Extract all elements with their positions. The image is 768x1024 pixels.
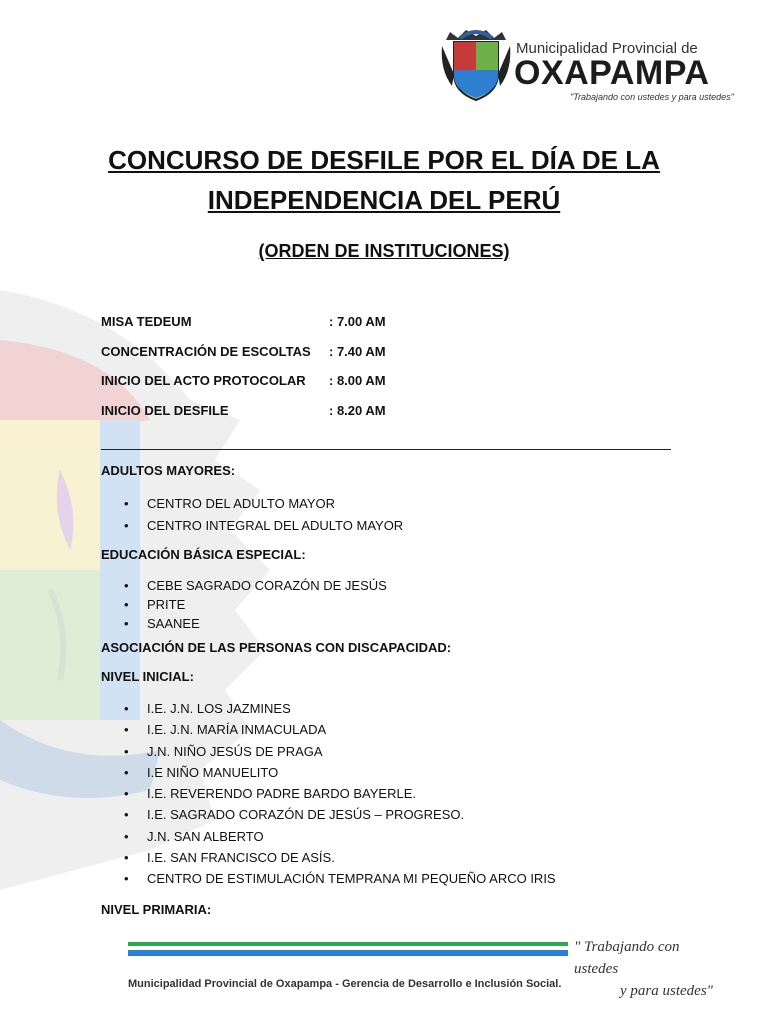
- list-item: • J.N. SAN ALBERTO: [124, 826, 556, 847]
- footer-color-bars: [128, 942, 568, 956]
- footer-slogan: [574, 936, 714, 1002]
- schedule-label: CONCENTRACIÓN DE ESCOLTAS: [101, 343, 311, 359]
- footer-slogan-line-2: y para ustedes": [620, 983, 713, 999]
- title-line-1: CONCURSO DE DESFILE POR EL DÍA DE LA: [108, 145, 660, 175]
- municipal-shield-icon: [440, 26, 512, 106]
- list-item: • I.E NIÑO MANUELITO: [124, 762, 556, 783]
- logo-subtitle: Municipalidad Provincial de: [516, 40, 698, 57]
- document-subtitle: (ORDEN DE INSTITUCIONES): [258, 241, 510, 261]
- schedule-time: : 7.40 AM: [329, 343, 386, 359]
- footer-text: Municipalidad Provincial de Oxapampa - Gerencia de Desarrollo e Inclusión Social.: [128, 978, 562, 990]
- schedule-label: MISA TEDEUM: [101, 314, 192, 329]
- list-item: • CENTRO INTEGRAL DEL ADULTO MAYOR: [124, 515, 403, 537]
- municipality-logo: [440, 26, 734, 106]
- list-item: • J.N. NIÑO JESÚS DE PRAGA: [124, 741, 556, 762]
- schedule-time: : 7.00 AM: [329, 314, 386, 329]
- list-especial: [124, 576, 387, 633]
- list-item: • CENTRO DEL ADULTO MAYOR: [124, 493, 403, 515]
- list-item: • SAANEE: [124, 614, 387, 633]
- schedule-label: INICIO DEL ACTO PROTOCOLAR: [101, 373, 306, 388]
- list-item: • CENTRO DE ESTIMULACIÓN TEMPRANA MI PEQUEÑO ARCO IRIS: [124, 868, 556, 889]
- list-item: • PRITE: [124, 595, 387, 614]
- footer-slogan-line-1: " Trabajando con ustedes: [574, 939, 680, 977]
- list-adultos: [124, 493, 403, 537]
- schedule-time: : 8.00 AM: [329, 373, 386, 388]
- list-inicial: [124, 698, 556, 890]
- section-heading-primaria: NIVEL PRIMARIA:: [101, 902, 212, 917]
- footer-blue-bar: [128, 950, 568, 956]
- list-item: • I.E. J.N. MARÍA INMACULADA: [124, 719, 556, 740]
- separator-line: [101, 449, 671, 450]
- schedule-time: : 8.20 AM: [329, 402, 386, 418]
- section-heading-adultos: ADULTOS MAYORES:: [101, 463, 236, 478]
- list-item: • I.E. SAGRADO CORAZÓN DE JESÚS – PROGRESO.: [124, 804, 556, 825]
- list-item: • I.E. REVERENDO PADRE BARDO BAYERLE.: [124, 783, 556, 804]
- logo-wordmark: OXAPAMPA: [514, 54, 710, 92]
- list-item: • CEBE SAGRADO CORAZÓN DE JESÚS: [124, 576, 387, 595]
- document-title: [70, 140, 698, 220]
- logo-slogan: "Trabajando con ustedes y para ustedes": [570, 92, 734, 102]
- section-heading-discapacidad: ASOCIACIÓN DE LAS PERSONAS CON DISCAPACIDAD:: [101, 640, 452, 655]
- list-item: • I.E. J.N. LOS JAZMINES: [124, 698, 556, 719]
- title-line-2: INDEPENDENCIA DEL PERÚ: [207, 185, 561, 215]
- section-heading-inicial: NIVEL INICIAL:: [101, 669, 194, 684]
- schedule-label: INICIO DEL DESFILE: [101, 402, 229, 418]
- section-heading-especial: EDUCACIÓN BÁSICA ESPECIAL:: [101, 547, 306, 562]
- list-item: • I.E. SAN FRANCISCO DE ASÍS.: [124, 847, 556, 868]
